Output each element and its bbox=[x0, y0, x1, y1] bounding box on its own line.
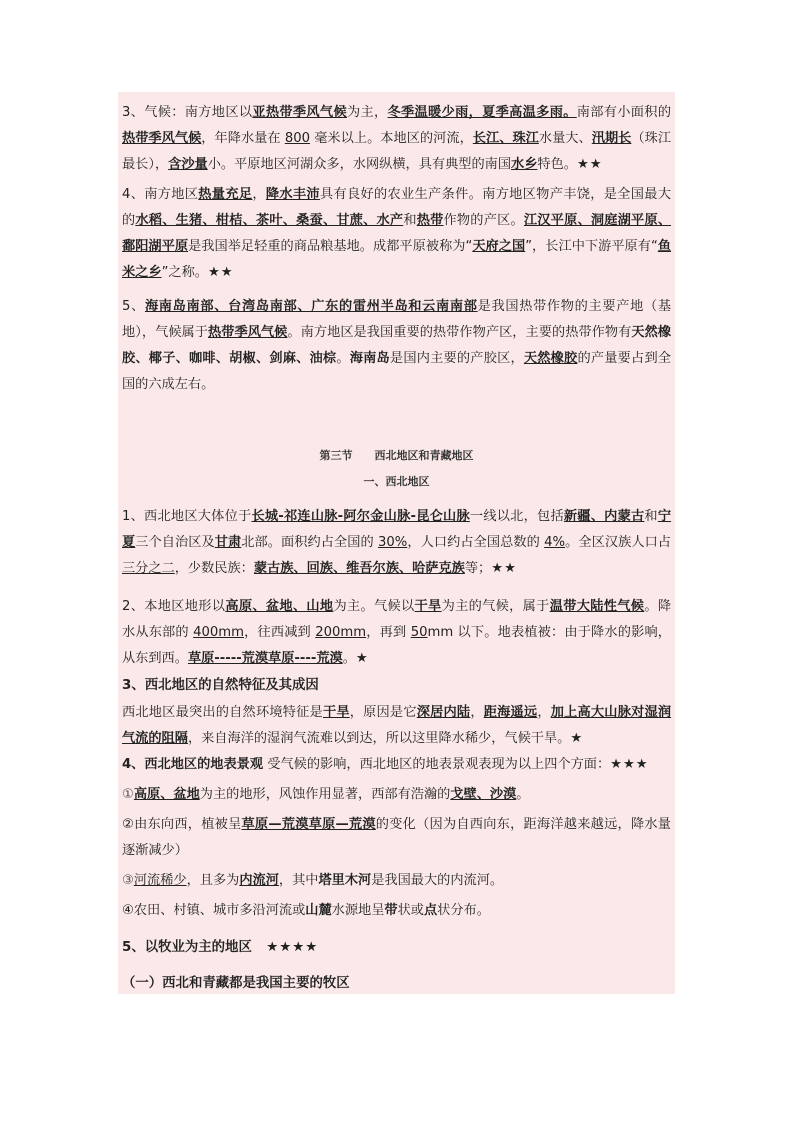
heading-natural-features: 3、西北地区的自然特征及其成因 bbox=[122, 678, 319, 693]
star-rating: ★★ bbox=[491, 561, 517, 576]
text: 北部。面积约占全国的 bbox=[241, 535, 378, 550]
text: 的产量要占到全国的六成左右。 bbox=[122, 351, 672, 392]
text-bold: 山麓 bbox=[305, 903, 332, 918]
text: 为主的地形，风蚀作用显著，西部有浩瀚的 bbox=[199, 787, 451, 802]
text-underline: 400mm bbox=[193, 625, 244, 640]
text-emphasis: 距海遥远 bbox=[483, 705, 538, 720]
text-bold: 塔里木河 bbox=[318, 873, 372, 888]
text-emphasis: 江汉平原、洞庭湖平原、鄱阳湖平原 bbox=[122, 213, 672, 254]
text: 一线以北，包括 bbox=[469, 509, 564, 524]
text: 毫米以上。本地区的河流， bbox=[309, 131, 473, 146]
text: 1、西北地区大体位于 bbox=[122, 509, 252, 524]
text: 和 bbox=[403, 213, 417, 228]
heading-main-pastures: （一）西北和青藏都是我国主要的牧区 bbox=[122, 976, 350, 991]
text-emphasis: 天府之国 bbox=[472, 239, 526, 254]
text: 。 bbox=[342, 651, 356, 666]
paragraph-tropical-crops bbox=[122, 294, 671, 398]
text: 为主的气候，属于 bbox=[441, 599, 550, 614]
text: 。降水从东部的 bbox=[122, 599, 672, 640]
text-emphasis: 高原、盆地 bbox=[133, 787, 200, 802]
star-rating: ★★ bbox=[576, 157, 603, 172]
star-rating: ★ bbox=[355, 651, 369, 666]
text: 。全区汉族人口占 bbox=[565, 535, 671, 550]
text-emphasis: 深居内陆 bbox=[416, 705, 471, 720]
text-emphasis: 内流河 bbox=[239, 873, 279, 888]
text: 3、气候：南方地区以 bbox=[122, 105, 253, 120]
text-underline: 800 bbox=[284, 131, 310, 146]
heading-pastoral-region bbox=[122, 934, 671, 962]
text: 是我国最大的内流河。 bbox=[371, 873, 504, 888]
text-emphasis: 鱼米之乡 bbox=[122, 239, 672, 280]
text: ”，长江中下游平原有“ bbox=[525, 239, 658, 254]
text: 为主。气候以 bbox=[333, 599, 415, 614]
section-subtitle: 一、西北地区 bbox=[363, 475, 430, 488]
paragraph-nw-location bbox=[122, 504, 671, 582]
text: 水源地呈 bbox=[331, 903, 385, 918]
text: 西北地区最突出的自然环境特征是 bbox=[122, 705, 323, 720]
list-marker: ① bbox=[122, 787, 134, 802]
text-emphasis: 天然橡胶 bbox=[523, 351, 578, 366]
text-emphasis: 加上高大山脉对湿润气流的阻隔 bbox=[122, 705, 672, 746]
text: 和 bbox=[644, 509, 658, 524]
text-underline: 200mm bbox=[315, 625, 367, 640]
notes-panel bbox=[118, 92, 675, 994]
text: ， bbox=[537, 705, 551, 720]
paragraph-agriculture bbox=[122, 182, 671, 286]
text-emphasis: 草原-----荒漠草原----荒漠 bbox=[187, 651, 343, 666]
text-emphasis: 干旱 bbox=[414, 599, 442, 614]
text-underline: 河流稀少 bbox=[133, 873, 187, 888]
text: ，且多为 bbox=[186, 873, 240, 888]
text: ， bbox=[252, 187, 266, 202]
star-rating: ★★ bbox=[207, 265, 234, 280]
text-underline: 4% bbox=[544, 535, 566, 550]
paragraph-climate bbox=[122, 100, 671, 178]
text: 等； bbox=[464, 561, 492, 576]
text-emphasis: 蒙古族、回族、维吾尔族、哈萨克族 bbox=[253, 561, 465, 576]
text: ， bbox=[470, 705, 484, 720]
text-emphasis: 热带季风气候 bbox=[122, 131, 202, 146]
text-bold: 4、西北地区的地表景观 bbox=[122, 757, 264, 772]
text-emphasis: 水乡 bbox=[511, 157, 538, 172]
text: 是我国举足轻重的商品粮基地。成都平原被称为“ bbox=[188, 239, 473, 254]
text-emphasis: 降水丰沛 bbox=[265, 187, 320, 202]
list-item-vegetation bbox=[122, 812, 671, 864]
text: ，少数民族： bbox=[174, 561, 254, 576]
text: 特色。 bbox=[537, 157, 577, 172]
star-rating: ★★★★ bbox=[251, 940, 319, 955]
text-emphasis: 亚热带季风气候 bbox=[252, 105, 347, 120]
text-emphasis: 长城-祁连山脉-阿尔金山脉-昆仑山脉 bbox=[251, 509, 470, 524]
text: 三个自治区及 bbox=[135, 535, 215, 550]
paragraph-nw-landscape bbox=[122, 752, 671, 778]
text-emphasis: 热量充足 bbox=[198, 187, 253, 202]
text: ④农田、村镇、城市多沿河流或 bbox=[122, 903, 306, 918]
text-emphasis: 草原—荒漠草原—荒漠 bbox=[241, 817, 376, 832]
text: （珠江最长）， bbox=[122, 131, 672, 172]
text: 是我国热带作物的主要产地（基地），气候属于 bbox=[122, 299, 672, 340]
star-rating: ★★★ bbox=[610, 757, 649, 772]
text: 2、本地区地形以 bbox=[122, 599, 226, 614]
text: 水量大、 bbox=[538, 131, 592, 146]
text-emphasis: 热带 bbox=[416, 213, 444, 228]
text: 作物的产区。 bbox=[443, 213, 524, 228]
text: ②由东向西，植被呈 bbox=[122, 817, 242, 832]
list-item-settlements bbox=[122, 898, 671, 924]
list-item-terrain bbox=[122, 782, 671, 808]
text: mm 以下。地表植被：由于降水的影响，从东到西。 bbox=[122, 625, 671, 666]
text: ”之称。 bbox=[161, 265, 208, 280]
text: 。 bbox=[336, 351, 350, 366]
text-underline: 三分之二 bbox=[122, 561, 175, 576]
text-bold: 点 bbox=[423, 903, 438, 918]
text: 的变化（因为自西向东，距海洋越来越远，降水量逐渐减少） bbox=[122, 817, 671, 858]
text: 状或 bbox=[397, 903, 424, 918]
text-emphasis: 水稻、生猪、柑桔、茶叶、桑蚕、甘蔗、水产 bbox=[135, 213, 404, 228]
text: ，人口约占全国总数的 bbox=[407, 535, 545, 550]
section-title: 第三节 西北地区和青藏地区 bbox=[319, 449, 474, 462]
text-underline: 30% bbox=[377, 535, 408, 550]
text: 小。平原地区河湖众多，水网纵横，具有典型的南国 bbox=[207, 157, 512, 172]
text: 4、南方地区 bbox=[122, 187, 199, 202]
star-rating: ★ bbox=[570, 731, 584, 746]
text-emphasis: 汛期长 bbox=[591, 131, 632, 146]
text-emphasis: 冬季温暖少雨，夏季高温多雨。 bbox=[387, 105, 577, 120]
list-item-rivers bbox=[122, 868, 671, 894]
text-emphasis: 甘肃 bbox=[214, 535, 242, 550]
list-marker: ③ bbox=[122, 873, 134, 888]
text: 是国内主要的产胶区， bbox=[389, 351, 524, 366]
text: 5、 bbox=[122, 299, 145, 314]
text-bold: 带 bbox=[384, 903, 398, 918]
text-emphasis: 高原、盆地、山地 bbox=[225, 599, 334, 614]
text: ，来自海洋的湿润气流难以到达，所以这里降水稀少，气候干旱。 bbox=[187, 731, 571, 746]
text: ，年降水量在 bbox=[201, 131, 285, 146]
text: ，原因是它 bbox=[349, 705, 417, 720]
text: 状分布。 bbox=[437, 903, 490, 918]
text: 。 bbox=[516, 787, 530, 802]
text: ，其中 bbox=[278, 873, 319, 888]
text-emphasis: 海南岛南部、台湾岛南部、广东的雷州半岛和云南南部 bbox=[144, 299, 478, 314]
text: 为主， bbox=[346, 105, 388, 120]
text: ，往西减到 bbox=[243, 625, 316, 640]
text-bold: 海南岛 bbox=[349, 351, 390, 366]
text-bold: 天然橡胶、椰子、咖啡、胡椒、剑麻、油棕 bbox=[122, 325, 672, 366]
text-emphasis: 干旱 bbox=[322, 705, 350, 720]
text-emphasis: 宁夏 bbox=[122, 509, 672, 550]
text-emphasis: 热带季风气候 bbox=[208, 325, 288, 340]
text: 受气候的影响，西北地区的地表景观表现为以上四个方面： bbox=[263, 757, 611, 772]
text: 南部有小面积的 bbox=[576, 105, 672, 120]
text-underline: 50 bbox=[410, 625, 428, 640]
paragraph-nw-drought bbox=[122, 700, 671, 752]
text: 5、以牧业为主的地区 bbox=[122, 940, 252, 955]
text-emphasis: 新疆、内蒙古 bbox=[563, 509, 645, 524]
text: 。南方地区是我国重要的热带作物产区，主要的热带作物有 bbox=[287, 325, 632, 340]
text-emphasis: 戈壁、沙漠 bbox=[450, 787, 517, 802]
text-emphasis: 长江、珠江 bbox=[472, 131, 539, 146]
paragraph-nw-terrain bbox=[122, 594, 671, 672]
text-emphasis: 含沙量 bbox=[168, 157, 208, 172]
text: 具有良好的农业生产条件。南方地区物产丰饶，是全国最大的 bbox=[122, 187, 672, 228]
text-emphasis: 温带大陆性气候 bbox=[549, 599, 645, 614]
text: ，再到 bbox=[366, 625, 411, 640]
